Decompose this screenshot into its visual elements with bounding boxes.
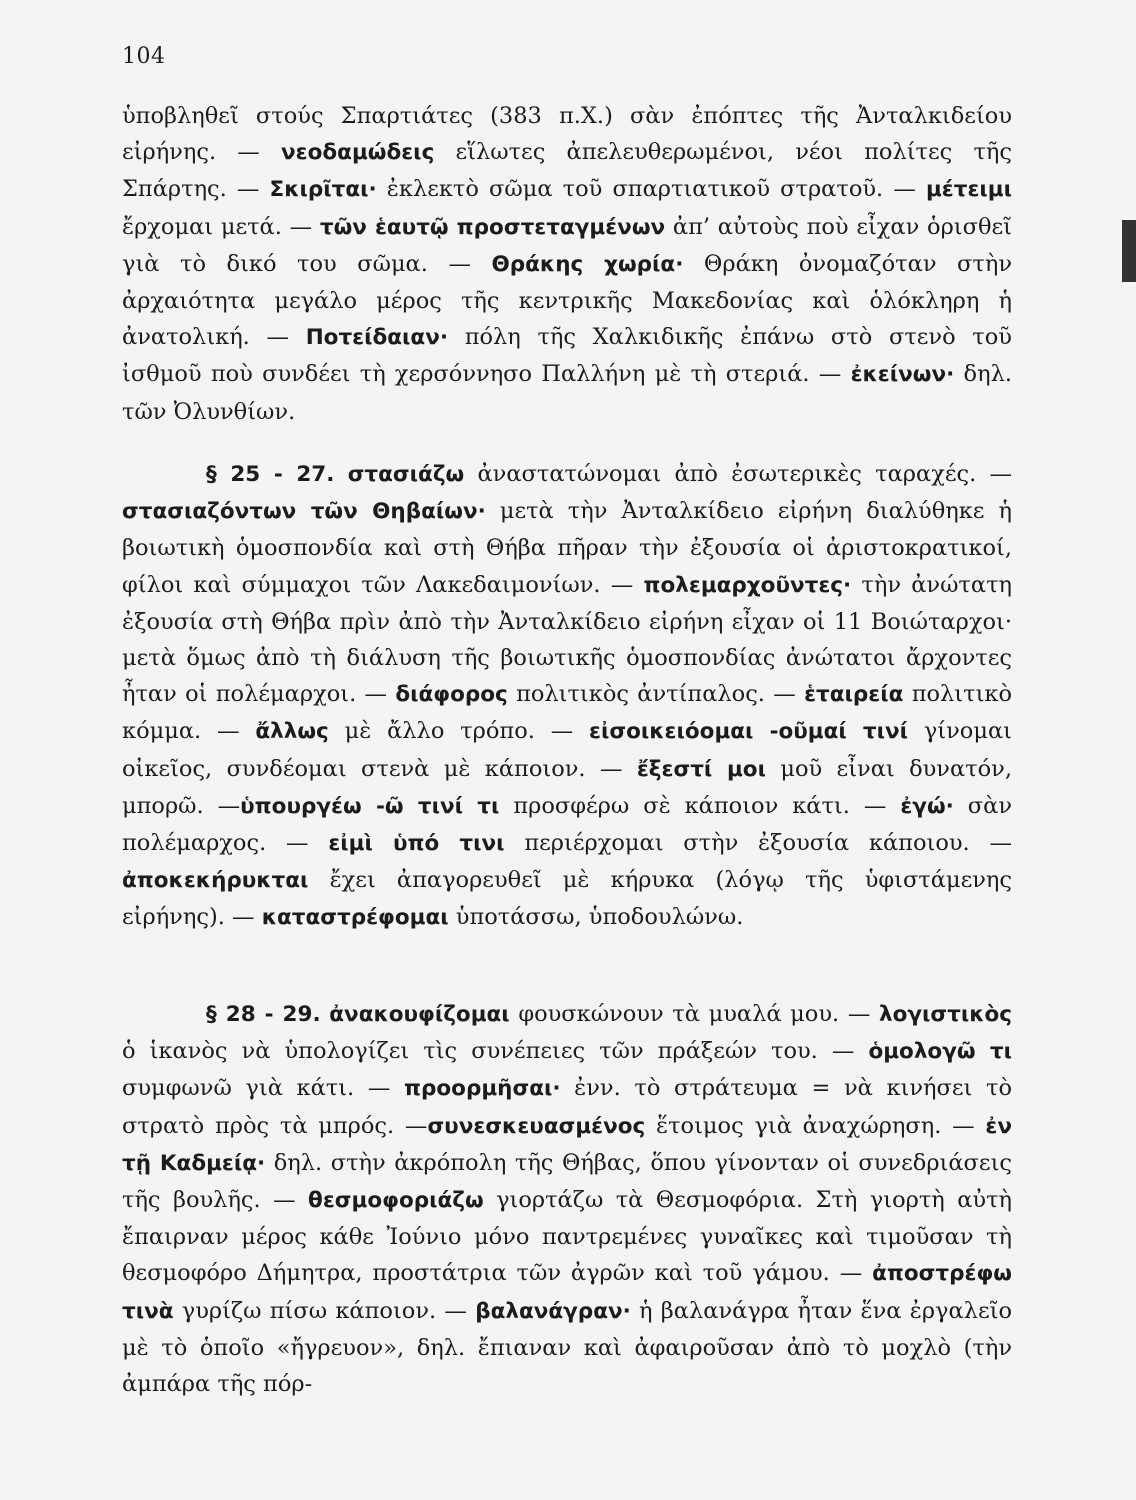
headword: μέτειμι (925, 177, 1012, 203)
gloss-text: εἵλωτες ἀπελευθερωμένοι, νέοι πολίτες τῆς Σπάρτης. — (122, 139, 1012, 203)
gloss-text: συμφωνῶ γιὰ κάτι. — (122, 1075, 404, 1102)
gloss-text: ἐνν. τὸ στράτευμα = νὰ κινήσει τὸ στρατὸ πρὸς τὰ μπρός. — (122, 1075, 1012, 1139)
gloss-text: μὲ ἄλλο τρόπο. — (328, 718, 590, 745)
headword: Ποτείδαιαν· (305, 325, 449, 351)
headword: ἑταιρεία (804, 682, 904, 708)
headword: ὑπουργέω -ῶ τινί τι (240, 793, 500, 819)
gloss-text: ὑποτάσσω, ὑποδουλώνω. (448, 904, 744, 931)
headword: θεσμοφοριάζω (308, 1188, 484, 1214)
gloss-text: μοῦ εἶναι δυνατόν, μπορῶ. — (122, 755, 1012, 819)
gloss-text: πόλη τῆς Χαλκιδικῆς ἐπάνω στὸ στενὸ τοῦ ἰσθμοῦ ποὺ συνδέει τὴ χερσόννησο Παλλήνη μὲ τὴ στεριά. — (122, 324, 1012, 388)
gloss-text: γιορτάζω τὰ Θεσμοφόρια. Στὴ γιορτὴ αὐτὴ ἔπαιρναν μέρος κάθε Ἰούνιο μόνο παντρεμένες γυναῖκες καὶ τιμοῦσαν τὴ θεσμοφόρο Δήμητρα, προστάτρια τῶν ἀγρῶν καὶ τοῦ γάμου. — (122, 1187, 1013, 1287)
headword: πολεμαρχοῦντες· (643, 572, 852, 598)
headword: εἰμὶ ὑπό τινι (328, 831, 505, 857)
headword: στασιάζω (347, 462, 465, 487)
gloss-text: ἕτοιμος γιὰ ἀναχώρηση. — (645, 1112, 986, 1139)
headword: ἄλλως (255, 719, 329, 745)
headword: προορμῆσαι· (404, 1076, 561, 1102)
section-marker: § 28 - 29. (206, 1002, 321, 1027)
headword: λογιστικὸς (878, 1002, 1012, 1027)
gloss-text: προσφέρω σὲ κάποιον κάτι. — (499, 792, 901, 819)
gloss-text: ὑποβληθεῖ στούς Σπαρτιάτες (383 π.Χ.) σὰν ἐπόπτες τῆς Ἀνταλκιδείου εἰρήνης. — (122, 103, 1012, 166)
gloss-text: περιέρχομαι στὴν ἐξουσία κάποιου. — (504, 830, 1012, 857)
headword: ἐγώ· (900, 793, 954, 819)
gloss-text: Θράκη ὀνομαζόταν στὴν ἀρχαιότητα μεγάλο μέρος τῆς κεντρικῆς Μακεδονίας καὶ ὁλόκληρη ἡ ἀνατολική. — (122, 250, 1012, 351)
gloss-text: ἐκλεκτὸ σῶμα τοῦ σπαρτιατικοῦ στρατοῦ. — (376, 176, 926, 203)
gloss-text: πολιτικὸς ἀντίπαλος. — (507, 681, 805, 708)
headword: στασιαζόντων τῶν Θηβαίων· (122, 499, 486, 525)
headword: βαλανάγραν· (475, 1298, 631, 1324)
headword: ἀνακουφίζομαι (329, 1002, 510, 1027)
headword: καταστρέφομαι (261, 905, 449, 931)
headword: νεοδαμώδεις (281, 140, 435, 166)
gloss-text: τὴν ἀνώτατη ἐξουσία στὴ Θήβα πρὶν ἀπὸ τὴν Ἀνταλκίδειο εἰρήνη εἶχαν οἱ 11 Βοιώταρχοι· μετὰ ὅμως ἀπὸ τὴ διάλυση τῆς βοιωτικῆς ὁμοσπονδίας ἀνώτατοι ἄρχοντες ἦταν οἱ πολέμαρχοι. — (122, 571, 1012, 708)
gloss-text: γυρίζω πίσω κάποιον. — (173, 1297, 476, 1324)
gloss-text: ἀναστατώνομαι ἀπὸ ἐσωτερικὲς ταραχές. — (464, 461, 1012, 487)
headword: Σκιρῖται· (269, 177, 377, 203)
headword: εἰσοικειόομαι -οῦμαί τινί (589, 719, 909, 745)
gloss-text: μετὰ τὴν Ἀνταλκίδειο εἰρήνη διαλύθηκε ἡ βοιωτικὴ ὁμοσπονδία καὶ στὴ Θήβα πῆραν τὴν ἐξουσία οἱ ἀριστοκρατικοί, φίλοι καὶ σύμμαχοι τῶν Λακεδαιμονίων. — (122, 498, 1012, 598)
headword: ἐκείνων· (850, 362, 955, 388)
headword: ἀποκεκήρυκται (122, 868, 309, 894)
gloss-text: σὰν πολέμαρχος. — (122, 792, 1012, 857)
page-edge-tab (1122, 220, 1136, 282)
headword: ἔξεστί μοι (636, 756, 766, 782)
paragraph-1 (122, 98, 1012, 430)
section-marker: § 25 - 27. (206, 462, 335, 487)
gloss-text (334, 461, 347, 487)
page-number: 104 (122, 44, 166, 69)
paragraph-2 (122, 456, 1012, 937)
gloss-text: πολιτικὸ κόμμα. — (122, 681, 1013, 745)
headword: ἀποστρέφω τινὰ (122, 1261, 1012, 1324)
gloss-text: ἔχει ἀπαγορευθεῖ μὲ κήρυκα (λόγῳ τῆς ὑφιστάμενης εἰρήνης). — (122, 867, 1012, 931)
headword: τῶν ἑαυτῷ προστεταγμένων (319, 214, 666, 240)
gloss-text: ἔρχομαι μετά. — (122, 213, 320, 240)
headword: διάφορος (395, 682, 508, 708)
paragraph-3 (122, 996, 1012, 1402)
gloss-text (321, 1001, 330, 1027)
gloss-text: ἀπ’ αὐτοὺς ποὺ εἶχαν ὁρισθεῖ γιὰ τὸ δικό του σῶμα. — (122, 213, 1012, 277)
gloss-text: ὁ ἱκανὸς νὰ ὑπολογίζει τὶς συνέπειες τῶν πράξεών του. — (122, 1038, 869, 1065)
headword: ὁμολογῶ τι (868, 1039, 1013, 1065)
gloss-text: ἡ βαλανάγρα ἦταν ἕνα ἐργαλεῖο μὲ τὸ ὁποῖο «ἤγρευον», δηλ. ἔπιαναν καὶ ἀφαιροῦσαν ἀπὸ τὸ μοχλὸ (τὴν ἀμπάρα τῆς πόρ- (122, 1297, 1012, 1398)
headword: συνεσκευασμένος (427, 1113, 646, 1139)
gloss-text: γίνομαι οἰκεῖος, συνδέομαι στενὰ μὲ κάποιον. — (122, 718, 1012, 782)
headword: ἐν τῇ Καδμείᾳ· (122, 1113, 1012, 1176)
gloss-text: δηλ. τῶν Ὀλυνθίων. (122, 361, 1012, 425)
gloss-text: δηλ. στὴν ἀκρόπολη τῆς Θήβας, ὅπου γίνονταν οἱ συνεδριάσεις τῆς βουλῆς. — (122, 1149, 1012, 1214)
gloss-text: φουσκώνουν τὰ μυαλά μου. — (509, 1001, 879, 1027)
headword: Θράκης χωρία· (491, 251, 684, 277)
